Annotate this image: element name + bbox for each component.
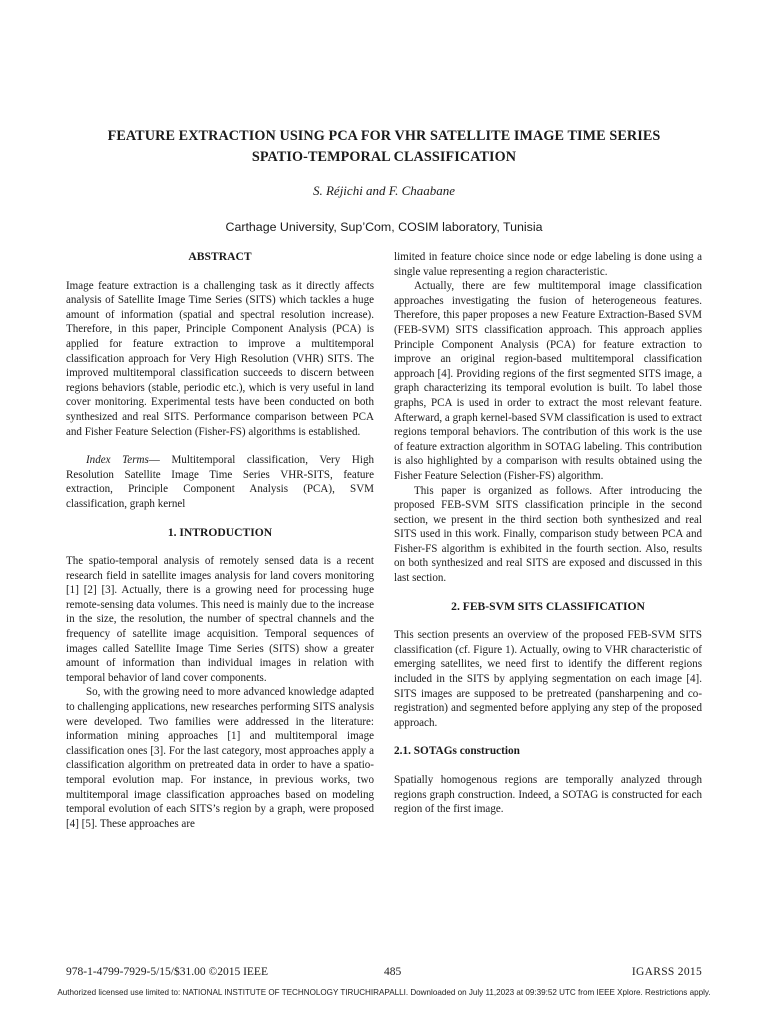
footer-conference: IGARSS 2015	[631, 966, 702, 978]
intro-paragraph-2: So, with the growing need to more advanced knowledge adapted to challenging applications, new researches performing SITS analysis were developed. Two families were addressed in the literature: information mining approaches [1] and multitemporal image classification ones [3]. For the last category, most approaches apply a classification algorithm on pretreated data in order to have a spatio-temporal evolution map. For instance, in previous works, two multitemporal image classification approaches based on modeling temporal evolution of each SITS’s region by a graph, were proposed [4] [5]. These approaches are	[66, 686, 374, 830]
paper-title	[60, 126, 708, 168]
subsection-2-1-heading: 2.1. SOTAGs construction	[394, 745, 520, 758]
index-terms-separator: —	[148, 454, 172, 467]
affiliation: Carthage University, Sup’Com, COSIM laboratory, Tunisia	[225, 220, 543, 234]
abstract-text: Image feature extraction is a challenging task as it directly affects analysis of Satellite Image Time Series (SITS) which tackles a huge amount of information (spatial and spectral resolution increase). Therefore, in this paper, Principle Component Analysis (PCA) is applied for feature extraction to improve a multitemporal classification approach for Very High Resolution (VHR) SITS. The improved multitemporal classification succeeds to discern between regions behaviors (stable, periodic etc.), which is very useful in land cover monitoring. Experimental tests have been conducted on both synthesized and real SITS. Performance comparison between PCA and Fisher Feature Selection (Fisher-FS) algorithms is established.	[66, 279, 374, 438]
page-footer	[66, 964, 702, 980]
section2-paragraph-1: This section presents an overview of the proposed FEB-SVM SITS classification (cf. Figure 1). Actually, owing to VHR characteristic of emerging satellites, we need first to identify the different regions included in the SITS by applying segmentation on each image [4]. SITS images are supposed to be pretreated (pansharpening and co-registration) and segmented before applying any step of the proposed approach.	[394, 629, 702, 729]
license-notice: Authorized licensed use limited to: NATIONAL INSTITUTE OF TECHNOLOGY TIRUCHIRAPALLI. Downloaded on July 11,2023 at 09:39:52 UTC from IEEE Xplore. Restrictions apply.	[57, 988, 711, 997]
intro-paragraph-4: This paper is organized as follows. After introducing the proposed FEB-SVM SITS classification principle in the second section, we present in the third section both synthesized and real SITS used in this work. Finally, comparison study between PCA and Fisher-FS algorithm is exhibited in the fourth section. Also, results on both synthesized and real SITS are exposed and discussed in this last section.	[394, 484, 702, 585]
title-line-1: FEATURE EXTRACTION USING PCA FOR VHR SATELLITE IMAGE TIME SERIES	[107, 128, 661, 144]
title-line-2: SPATIO-TEMPORAL CLASSIFICATION	[251, 149, 517, 165]
intro-paragraph-3: Actually, there are few multitemporal image classification approaches investigating the fusion of heterogeneous features. Therefore, this paper proposes a new Feature Extraction-Based SVM (FEB-SVM) SITS classification approach. This approach applies Principle Component Analysis (PCA) for feature extraction to improve an original region-based multitemporal classification approach [4]. Providing regions of the first segmented SITS image, a graph characterizing its temporal evolution is built. To label those graphs, PCA is used in order to extract the most relevant feature. Afterward, a graph kernel-based SVM classification is used to extract regions temporal behaviors. The contribution of this work is the use of feature extraction algorithm in SOTAG labeling. This contribution is also highlighted by a comparison with results obtained using the Fisher Feature Selection (Fisher-FS) algorithm.	[394, 280, 702, 482]
left-column	[66, 250, 374, 831]
index-terms-label: Index Terms	[86, 454, 149, 467]
section2-heading: 2. FEB-SVM SITS CLASSIFICATION	[451, 599, 645, 613]
footer-page-number: 485	[384, 966, 402, 978]
author-list: S. Réjichi and F. Chaabane	[312, 183, 456, 198]
index-terms	[66, 453, 374, 511]
right-column	[394, 250, 702, 817]
abstract-heading: ABSTRACT	[188, 250, 252, 263]
intro-paragraph-2-continued: limited in feature choice since node or edge labeling is done using a single value representing a region characteristic.	[394, 251, 702, 278]
footer-isbn: 978-1-4799-7929-5/15/$31.00 ©2015 IEEE	[66, 966, 268, 978]
intro-heading: 1. INTRODUCTION	[167, 525, 273, 539]
index-terms-text: Multitemporal classification, Very High Resolution Satellite Image Time Series VHR-SITS, feature extraction, Principle Component Analysis (PCA), SVM classification, graph kernel	[66, 454, 374, 510]
intro-paragraph-1: The spatio-temporal analysis of remotely sensed data is a recent research field in satellite images analysis for land covers monitoring [1] [2] [3]. Actually, there is a growing need for processing huge remote-sensing data volumes. This need is mainly due to the increase in the size, the resolution, the number of spectral channels and the frequency of satellite image acquisition. Temporal sequences of images called Satellite Image Time Series (SITS) show a greater amount of information than individual images in relation with temporal behavior of land cover components.	[66, 555, 374, 684]
subsection-2-1-paragraph: Spatially homogenous regions are temporally analyzed through regions graph construction. Indeed, a SOTAG is constructed for each region of the first image.	[394, 774, 702, 816]
